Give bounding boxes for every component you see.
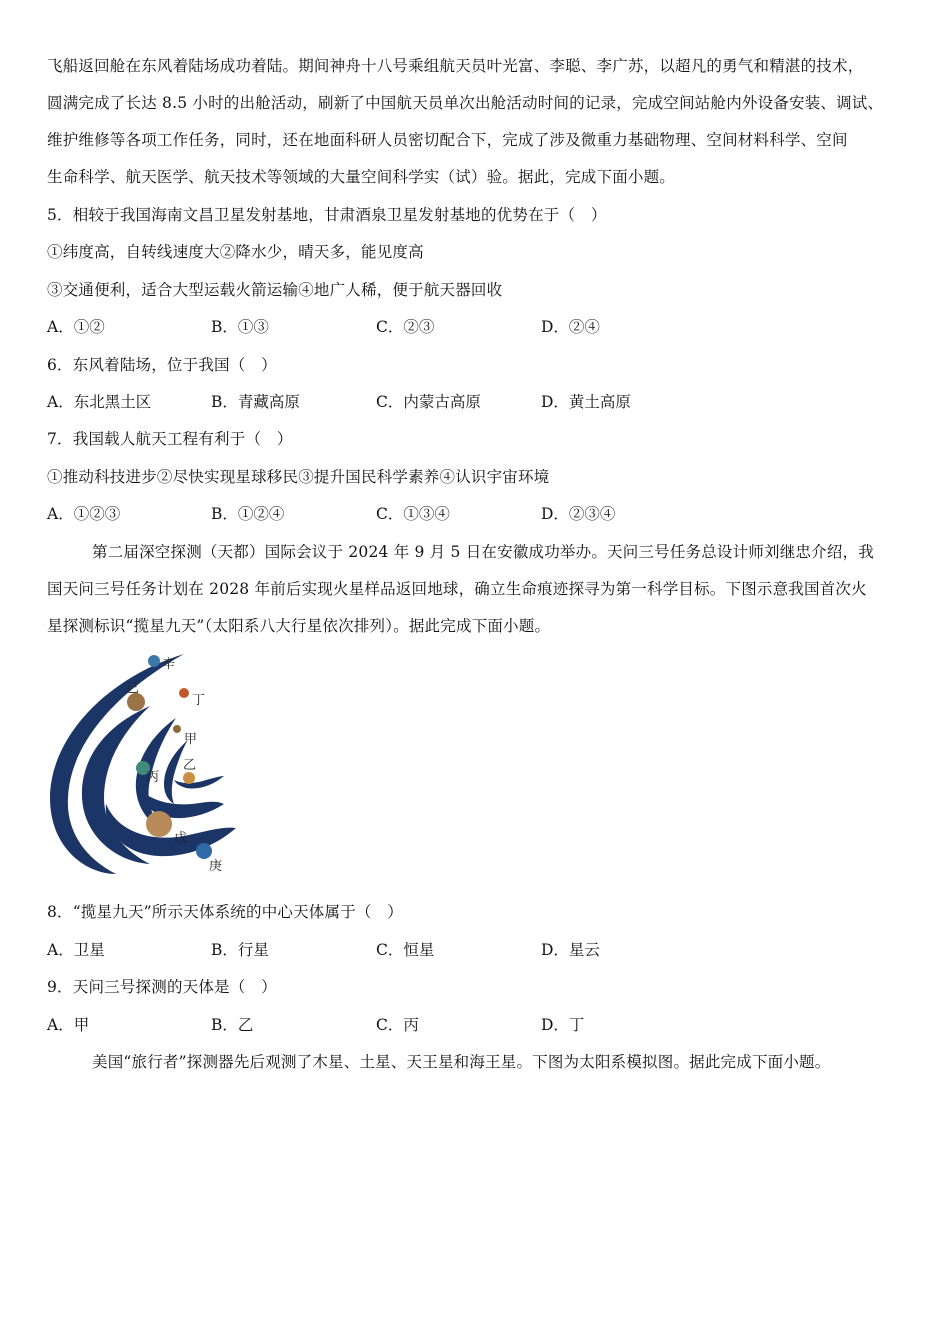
orbit-arc-7	[174, 776, 224, 789]
planet-geng	[196, 843, 212, 859]
q5-statements-2: ③交通便利，适合大型运载火箭运输④地广人稀，便于航天器回收	[47, 281, 503, 299]
q7-stem: 7．我国载人航天工程有利于（ ）	[47, 430, 293, 448]
intro-line-2: 圆满完成了长达 8.5 小时的出舱活动，刷新了中国航天员单次出舱活动时间的记录，完成空间站舱内外设备安装、调试、	[47, 94, 884, 112]
q5-option-d[interactable]: D．②④	[541, 318, 600, 336]
q8-option-c[interactable]: C．恒星	[376, 941, 435, 959]
q7-statements: ①推动科技进步②尽快实现星球移民③提升国民科学素养④认识宇宙环境	[47, 468, 550, 486]
label-bing: 丙	[146, 770, 160, 785]
label-geng: 庚	[209, 859, 223, 874]
label-yi: 乙	[183, 758, 197, 773]
planet-ding	[179, 688, 189, 698]
q7-option-d[interactable]: D．②③④	[541, 505, 616, 523]
q9-stem: 9．天问三号探测的天体是（ ）	[47, 978, 277, 996]
passage3-line-1: 美国“旅行者”探测器先后观测了木星、土星、天王星和海王星。下图为太阳系模拟图。据此完成下面小题。	[92, 1053, 831, 1071]
label-ding: 丁	[192, 693, 206, 708]
q6-stem: 6．东风着陆场，位于我国（ ）	[47, 356, 277, 374]
q5-option-c[interactable]: C．②③	[376, 318, 435, 336]
planet-xin	[148, 655, 160, 667]
label-ji: 己	[126, 681, 140, 696]
q7-option-a[interactable]: A．①②③	[47, 505, 121, 523]
q9-option-a[interactable]: A．甲	[47, 1016, 90, 1034]
label-jia: 甲	[184, 732, 198, 747]
intro-line-1: 飞船返回舱在东风着陆场成功着陆。期间神舟十八号乘组航天员叶光富、李聪、李广苏，以超凡的勇气和精湛的技术，	[47, 57, 864, 75]
q9-option-c[interactable]: C．丙	[376, 1016, 419, 1034]
intro-line-4: 生命科学、航天医学、航天技术等领域的大量空间科学实（试）验。据此，完成下面小题。	[47, 168, 676, 186]
q8-option-d[interactable]: D．星云	[541, 941, 600, 959]
planet-wu	[146, 811, 172, 837]
solar-system-emblem	[46, 648, 246, 880]
intro-line-3: 维护维修等各项工作任务，同时，还在地面科研人员密切配合下，完成了涉及微重力基础物理、空间材料科学、空间	[47, 131, 848, 149]
q8-option-a[interactable]: A．卫星	[47, 941, 105, 959]
q6-option-d[interactable]: D．黄土高原	[541, 393, 631, 411]
q5-stem: 5．相较于我国海南文昌卫星发射基地，甘肃酒泉卫星发射基地的优势在于（ ）	[47, 206, 607, 224]
q5-option-b[interactable]: B．①③	[211, 318, 269, 336]
q9-option-d[interactable]: D．丁	[541, 1016, 585, 1034]
q8-option-b[interactable]: B．行星	[211, 941, 269, 959]
passage2-line-2: 国天问三号任务计划在 2028 年前后实现火星样品返回地球，确立生命痕迹探寻为第一科学目标。下图示意我国首次火	[47, 580, 867, 598]
q5-statements-1: ①纬度高，自转线速度大②降水少，晴天多，能见度高	[47, 243, 424, 261]
q7-option-c[interactable]: C．①③④	[376, 505, 450, 523]
q6-option-c[interactable]: C．内蒙古高原	[376, 393, 481, 411]
passage2-line-3: 星探测标识“揽星九天”（太阳系八大行星依次排列）。据此完成下面小题。	[47, 617, 551, 635]
label-xin: 辛	[162, 657, 176, 672]
q7-option-b[interactable]: B．①②④	[211, 505, 285, 523]
planet-yi	[183, 772, 195, 784]
q6-option-a[interactable]: A．东北黑土区	[47, 393, 152, 411]
passage2-line-1: 第二届深空探测（天都）国际会议于 2024 年 9 月 5 日在安徽成功举办。天问三号任务总设计师刘继忠介绍，我	[92, 543, 874, 561]
q9-option-b[interactable]: B．乙	[211, 1016, 254, 1034]
q5-option-a[interactable]: A．①②	[47, 318, 105, 336]
q8-stem: 8．“揽星九天”所示天体系统的中心天体属于（ ）	[47, 903, 404, 921]
planet-jia	[173, 725, 181, 733]
q6-option-b[interactable]: B．青藏高原	[211, 393, 300, 411]
label-wu: 戊	[174, 831, 188, 846]
lanxing-jiutian-logo	[46, 648, 246, 880]
